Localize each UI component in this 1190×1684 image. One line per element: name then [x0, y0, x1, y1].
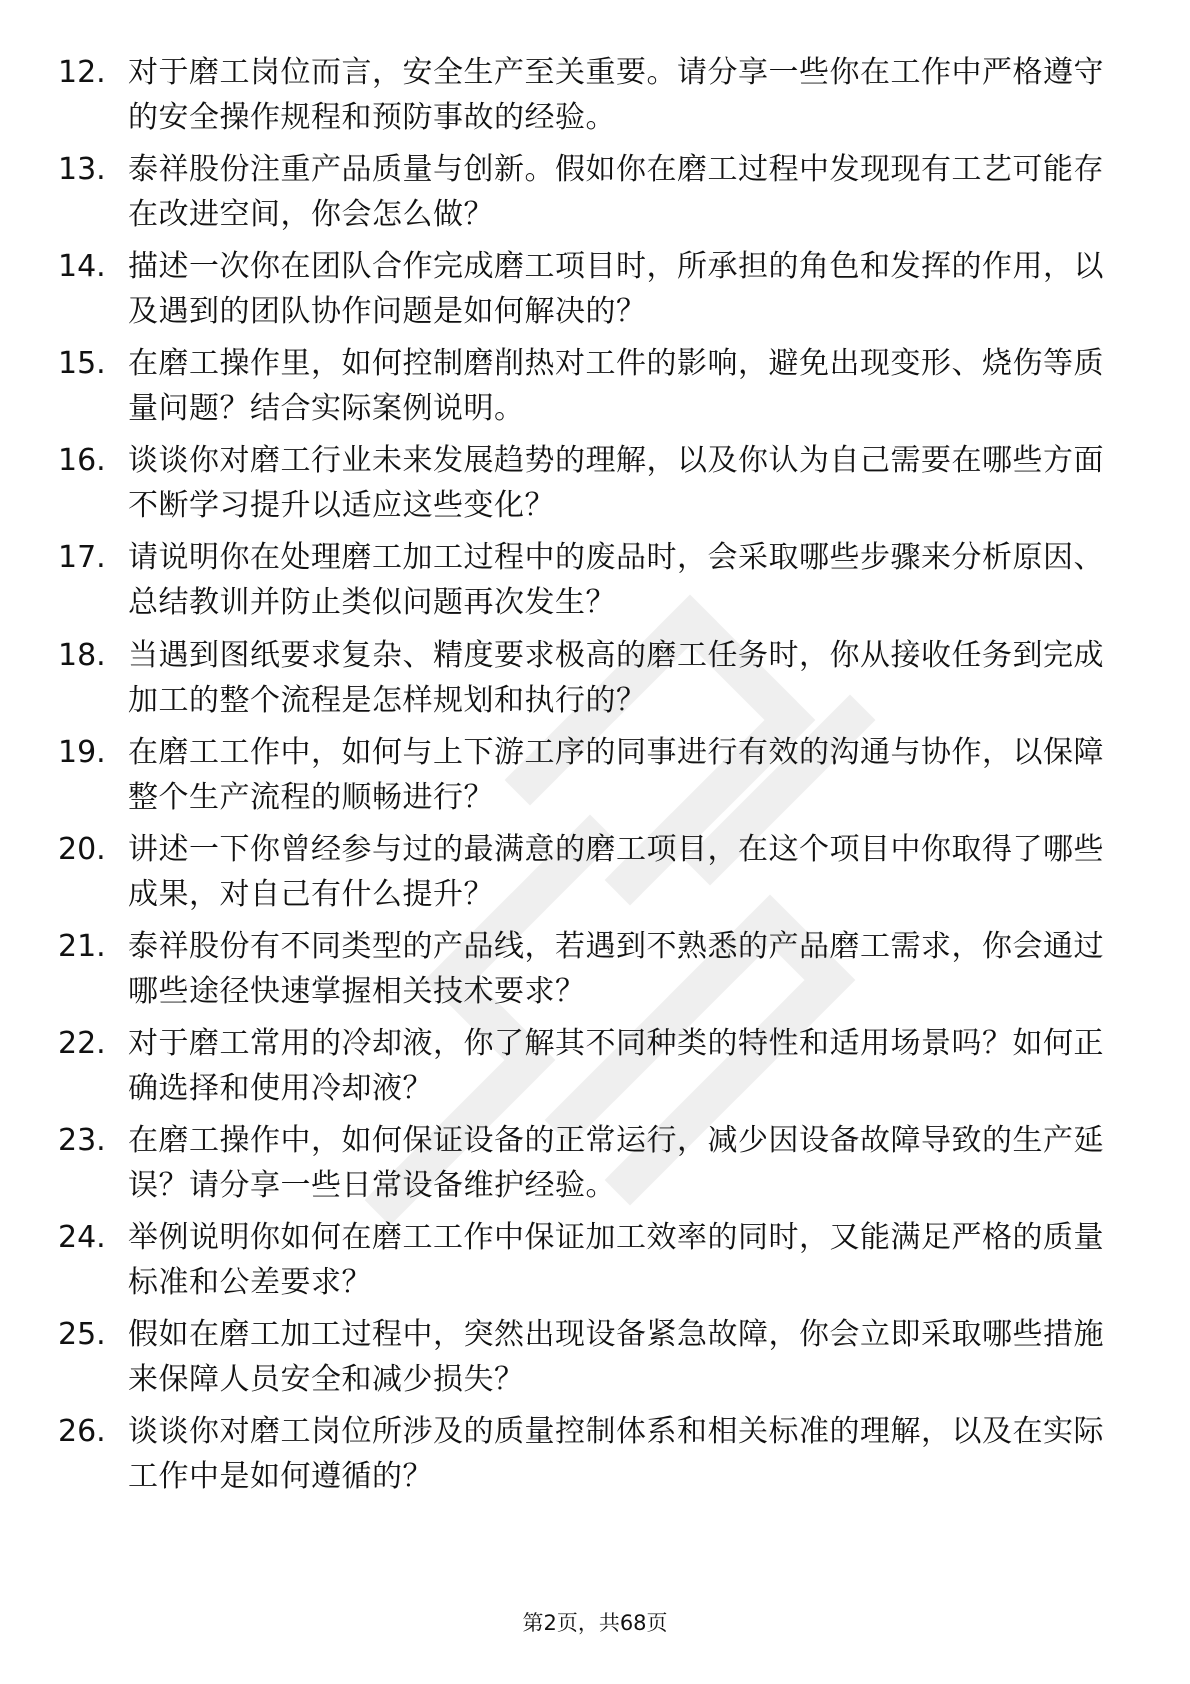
question-item: [58, 341, 1118, 438]
question-text: 对于磨工岗位而言，安全生产至关重要。请分享一些你在工作中严格遵守的安全操作规程和预防事故的经验。: [128, 55, 1104, 135]
question-number: 12.: [58, 55, 106, 90]
question-item: [58, 438, 1118, 535]
question-number: 20.: [58, 831, 106, 867]
question-text: 谈谈你对磨工岗位所涉及的质量控制体系和相关标准的理解，以及在实际工作中是如何遵循的？: [128, 1414, 1104, 1495]
question-item: [58, 244, 1118, 341]
question-number: 15.: [58, 346, 106, 382]
question-text: 在磨工操作里，如何控制磨削热对工件的影响，避免出现变形、烧伤等质量问题？结合实际案例说明。: [128, 346, 1104, 427]
question-number: 26.: [58, 1414, 106, 1450]
question-number: 21.: [58, 928, 106, 964]
question-list: [58, 50, 1118, 1506]
question-text: 举例说明你如何在磨工工作中保证加工效率的同时，又能满足严格的质量标准和公差要求？: [128, 1220, 1104, 1301]
question-item: [58, 535, 1118, 632]
question-item: [58, 730, 1118, 827]
question-item: [58, 147, 1118, 244]
page-footer: 第2页，共68页: [522, 1611, 668, 1635]
question-text: 在磨工工作中，如何与上下游工序的同事进行有效的沟通与协作，以保障整个生产流程的顺畅进行？: [128, 734, 1104, 815]
question-item: [58, 827, 1118, 924]
question-item: [58, 1409, 1118, 1506]
question-text: 对于磨工常用的冷却液，你了解其不同种类的特性和适用场景吗？如何正确选择和使用冷却液？: [128, 1025, 1104, 1106]
question-number: 18.: [58, 637, 106, 673]
question-number: 22.: [58, 1025, 106, 1061]
question-number: 24.: [58, 1220, 106, 1256]
question-number: 13.: [58, 152, 106, 188]
question-item: [58, 1312, 1118, 1409]
question-number: 16.: [58, 443, 106, 479]
question-item: [58, 633, 1118, 730]
question-text: 假如在磨工加工过程中，突然出现设备紧急故障，你会立即采取哪些措施来保障人员安全和减少损失？: [128, 1317, 1104, 1398]
question-number: 23.: [58, 1123, 106, 1159]
question-number: 14.: [58, 249, 106, 285]
question-text: 描述一次你在团队合作完成磨工项目时，所承担的角色和发挥的作用，以及遇到的团队协作问题是如何解决的？: [128, 249, 1104, 330]
question-number: 25.: [58, 1317, 106, 1353]
question-text: 当遇到图纸要求复杂、精度要求极高的磨工任务时，你从接收任务到完成加工的整个流程是怎样规划和执行的？: [128, 637, 1104, 718]
question-text: 在磨工操作中，如何保证设备的正常运行，减少因设备故障导致的生产延误？请分享一些日常设备维护经验。: [128, 1123, 1104, 1204]
question-item: [58, 1215, 1118, 1312]
question-text: 泰祥股份有不同类型的产品线，若遇到不熟悉的产品磨工需求，你会通过哪些途径快速掌握相关技术要求？: [128, 928, 1104, 1009]
question-text: 请说明你在处理磨工加工过程中的废品时，会采取哪些步骤来分析原因、总结教训并防止类似问题再次发生？: [128, 540, 1104, 621]
question-item: [58, 924, 1118, 1021]
question-item: [58, 50, 1118, 147]
question-item: [58, 1021, 1118, 1118]
question-item: [58, 1118, 1118, 1215]
question-text: 谈谈你对磨工行业未来发展趋势的理解，以及你认为自己需要在哪些方面不断学习提升以适应这些变化？: [128, 443, 1104, 524]
question-text: 讲述一下你曾经参与过的最满意的磨工项目，在这个项目中你取得了哪些成果，对自己有什么提升？: [128, 831, 1104, 912]
question-number: 17.: [58, 540, 106, 576]
question-text: 泰祥股份注重产品质量与创新。假如你在磨工过程中发现现有工艺可能存在改进空间，你会怎么做？: [128, 152, 1104, 233]
question-number: 19.: [58, 734, 106, 770]
